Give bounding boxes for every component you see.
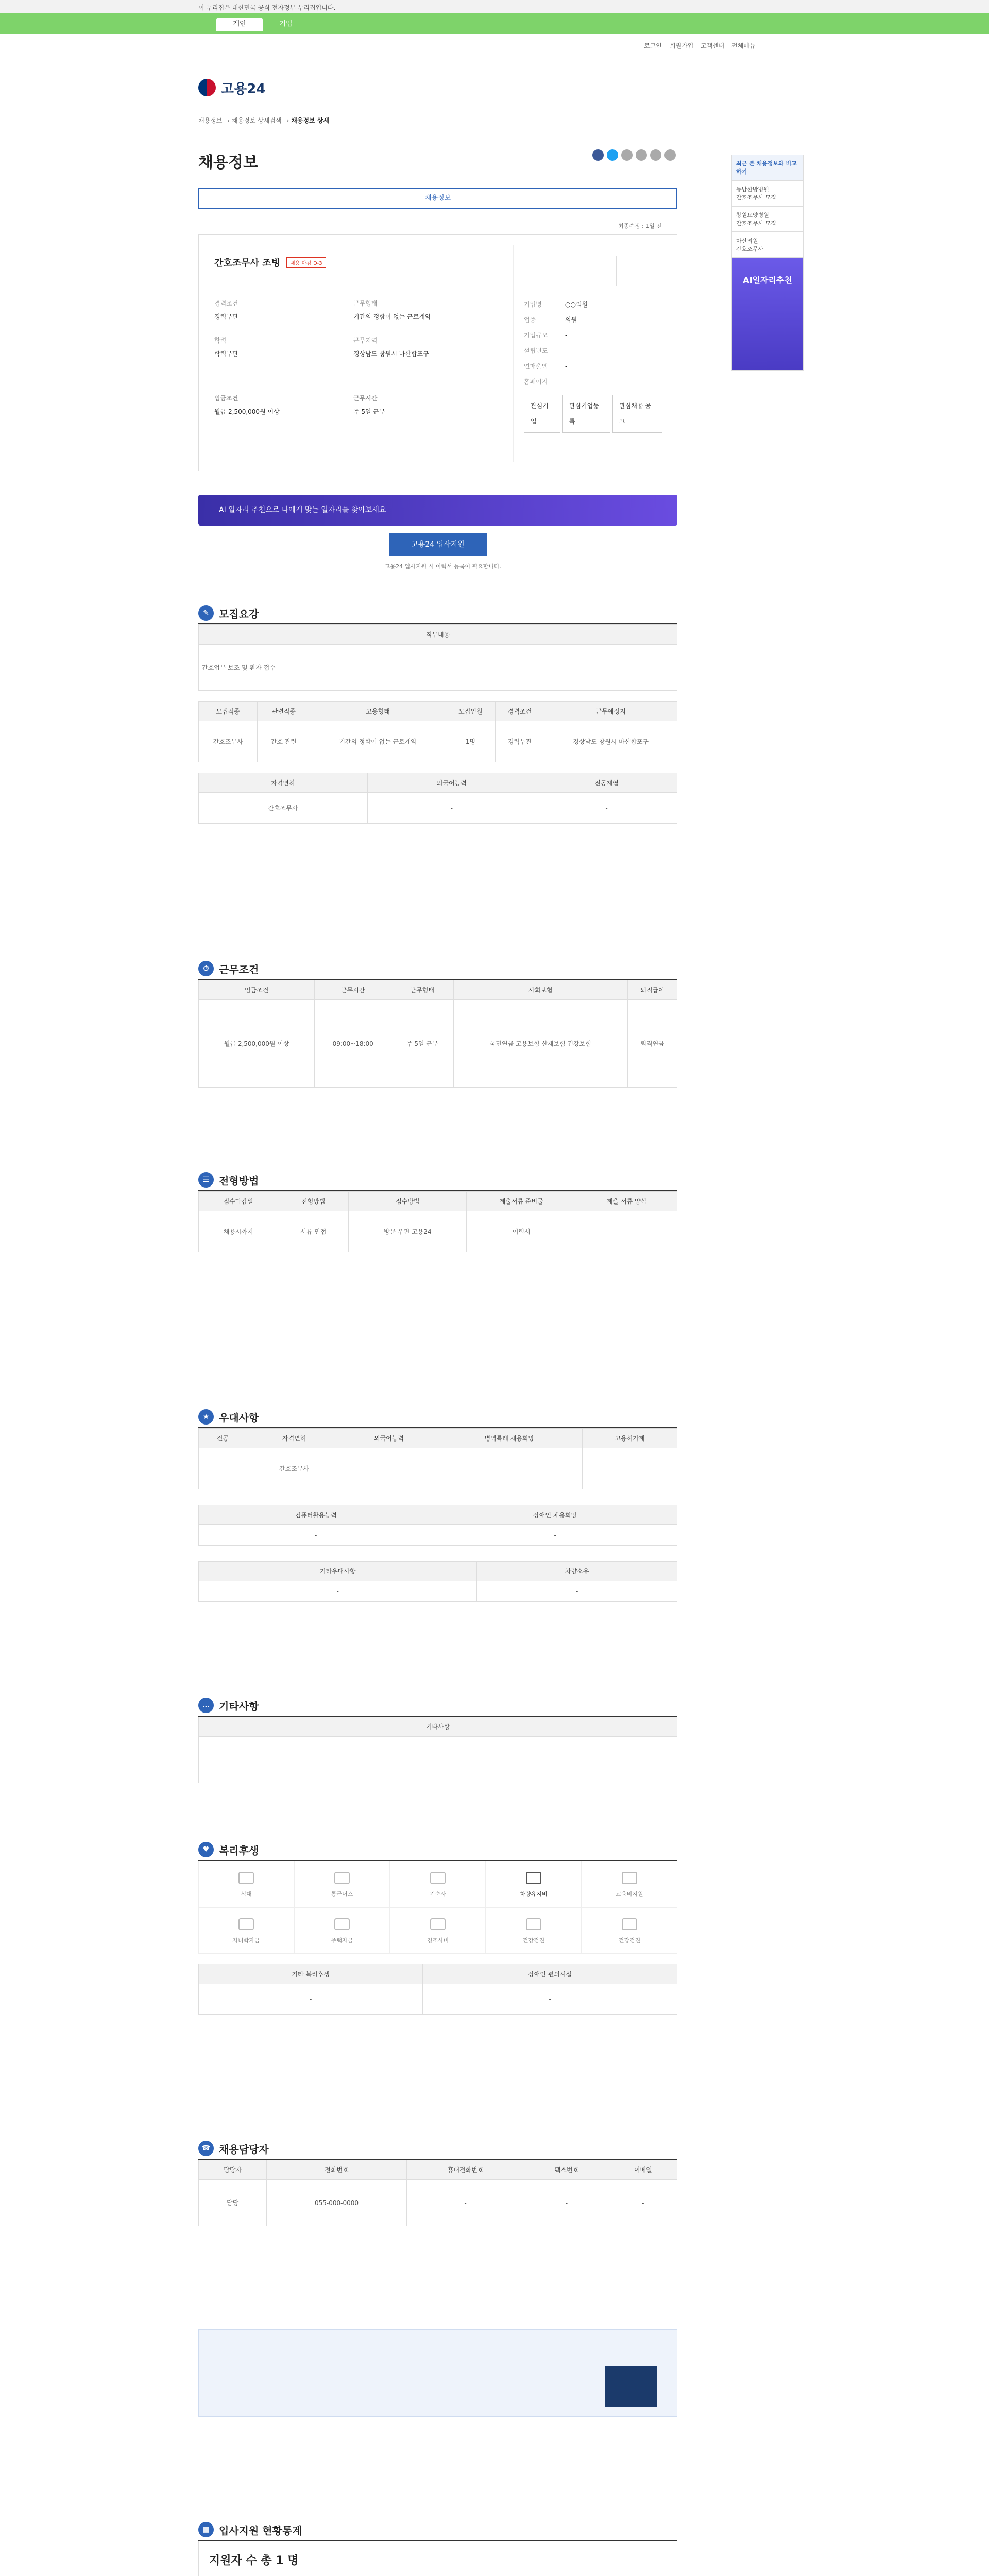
tab-personal[interactable]	[216, 18, 263, 31]
gov-notice-bar	[0, 0, 989, 13]
worktype-label: 근무형태	[353, 300, 378, 307]
banner-text: AI 일자리 추천으로 나에게 맞는 일자리를 찾아보세요	[219, 506, 386, 514]
table-cell: -	[536, 793, 677, 824]
company-row	[524, 312, 662, 328]
interest-company-button[interactable]: 관심기업	[524, 395, 560, 433]
side-item[interactable]	[731, 206, 804, 232]
side-item-name: 마산의원	[736, 238, 758, 244]
welfare-item: 차량유지비	[486, 1861, 582, 1907]
col-header: 기타 복리후생	[199, 1964, 423, 1984]
worktime-label: 근무시간	[353, 395, 378, 402]
wage-value: 월급 2,500,000원 이상	[214, 408, 280, 415]
breadcrumb-item-1[interactable]: 채용정보	[198, 117, 223, 124]
education-icon	[622, 1872, 637, 1884]
table-cell: 간호조무사	[199, 793, 368, 824]
table-cell: 055-000-0000	[267, 2180, 406, 2226]
company-row	[524, 343, 662, 359]
table-cell: 담당	[199, 2180, 267, 2226]
job-summary-card	[198, 234, 677, 471]
career-value: 경력무관	[214, 313, 238, 320]
side-item-job: 간호조무사 모집	[736, 220, 776, 227]
table-cell: 09:00~18:00	[315, 1000, 391, 1088]
table-cell: 방문 우편 고용24	[349, 1211, 467, 1252]
contact-icon: ☎	[198, 2141, 214, 2156]
welfare-item: 건강검진	[486, 1907, 582, 1954]
link-icon[interactable]	[650, 149, 661, 161]
col-header: 팩스번호	[524, 2160, 609, 2180]
section-etc	[198, 1695, 677, 1783]
table-cell: -	[583, 1448, 677, 1489]
tab-personal-label: 개인	[233, 20, 246, 28]
col-header: 전공계열	[536, 773, 677, 793]
job-desc-value: 간호업무 보조 및 환자 접수	[199, 645, 677, 691]
table-cell: -	[367, 793, 536, 824]
page-title: 채용정보	[198, 154, 258, 172]
col-header: 병역특례 채용희망	[436, 1429, 583, 1448]
company-field-value: 의원	[565, 316, 577, 324]
register-interest-button[interactable]: 관심기업등록	[562, 395, 610, 433]
col-header: 전형방법	[278, 1192, 349, 1211]
checkup-icon	[622, 1918, 637, 1930]
side-title: 최근 본 채용정보와 비교하기	[731, 155, 804, 180]
col-header: 고용형태	[310, 702, 446, 721]
deadline-badge: 채용 마감 D-3	[286, 257, 326, 268]
pref-extra-table	[198, 1561, 677, 1602]
table-cell: 간호 관련	[258, 721, 310, 762]
bus-icon	[334, 1872, 350, 1884]
company-logo	[524, 256, 617, 286]
col-header: 접수방법	[349, 1192, 467, 1211]
share-icons	[592, 149, 676, 161]
col-header: 장애인 편의시설	[423, 1964, 677, 1984]
col-header: 근무형태	[391, 980, 453, 1000]
car-icon	[526, 1872, 541, 1884]
col-header: 제출서류 준비물	[467, 1192, 576, 1211]
company-field-value: ○○의원	[565, 301, 588, 308]
col-header: 제출 서류 양식	[576, 1192, 677, 1211]
welfare-item: 자녀학자금	[198, 1907, 294, 1954]
col-header: 컴퓨터활용능력	[199, 1505, 433, 1525]
col-header: 휴대전화번호	[406, 2160, 524, 2180]
table-cell: 간호조무사	[247, 1448, 342, 1489]
welfare-table	[198, 1964, 677, 2015]
company-field-label: 연매출액	[524, 363, 548, 370]
col-header: 담당자	[199, 2160, 267, 2180]
section-recruit	[198, 603, 677, 824]
brand-logo-icon[interactable]	[198, 79, 216, 96]
table-cell: -	[406, 2180, 524, 2226]
dorm-icon	[430, 1872, 446, 1884]
side-item-job: 간호조무사	[736, 246, 764, 252]
table-cell: 경상남도 창원시 마산합포구	[544, 721, 677, 762]
col-header: 근무예정지	[544, 702, 677, 721]
contact-title: 채용담당자	[219, 2143, 269, 2156]
welfare-item: 건강검진	[582, 1907, 677, 1954]
worktime-value: 주 5일 근무	[353, 408, 385, 415]
tab-business-label: 기업	[279, 20, 293, 28]
contact-table	[198, 2160, 677, 2226]
table-cell: -	[199, 1448, 247, 1489]
gift-icon	[430, 1918, 446, 1930]
col-header: 기타사항	[199, 1717, 677, 1737]
table-cell: 간호조무사	[199, 721, 258, 762]
table-cell: 서류 면접	[278, 1211, 349, 1252]
col-header: 고용허가제	[583, 1429, 677, 1448]
ai-recommend-banner[interactable]	[198, 495, 677, 526]
table-cell: -	[477, 1581, 677, 1602]
col-header: 관련직종	[258, 702, 310, 721]
side-compare-panel	[731, 155, 804, 371]
col-header: 모집인원	[446, 702, 495, 721]
table-cell: 채용시까지	[199, 1211, 278, 1252]
company-info	[513, 245, 662, 462]
section-preference	[198, 1406, 677, 1602]
section-process	[198, 1170, 677, 1252]
table-cell: 퇴직연금	[628, 1000, 677, 1088]
company-field-value: -	[565, 363, 568, 370]
section-stats	[198, 2519, 677, 2576]
table-cell: -	[436, 1448, 583, 1489]
summary-mid	[353, 297, 487, 418]
section-contact	[198, 2138, 677, 2417]
process-table	[198, 1191, 677, 1252]
company-row	[524, 328, 662, 343]
util-signup[interactable]: 회원가입	[670, 42, 694, 49]
etc-table	[198, 1717, 677, 1783]
report-button[interactable]	[605, 2366, 657, 2407]
table-cell: -	[524, 2180, 609, 2226]
side-ai-title: AI일자리추천	[743, 275, 792, 285]
work-title: 근무조건	[219, 963, 259, 976]
work-table	[198, 980, 677, 1088]
region-value: 경상남도 창원시 마산합포구	[353, 350, 429, 358]
side-item-name: 동남한방병원	[736, 186, 769, 193]
summary-left	[214, 297, 348, 418]
apply-button[interactable]: 고용24 입사지원	[389, 533, 487, 556]
gov-notice-text: 이 누리집은 대한민국 공식 전자정부 누리집입니다.	[198, 4, 336, 11]
recruit-icon: ✎	[198, 605, 214, 621]
job-title: 간호조무사 조빙	[214, 258, 280, 268]
table-cell: -	[433, 1525, 677, 1546]
process-title: 전형방법	[219, 1174, 259, 1187]
table-cell: 경력무관	[495, 721, 544, 762]
table-cell: -	[342, 1448, 436, 1489]
section-work	[198, 958, 677, 1088]
share-icon[interactable]	[621, 149, 633, 161]
table-cell: -	[609, 2180, 677, 2226]
child-icon	[238, 1918, 254, 1930]
table-cell: -	[199, 1581, 477, 1602]
company-field-label: 업종	[524, 316, 536, 324]
table-cell: -	[199, 1737, 677, 1783]
company-field-label: 기업규모	[524, 332, 548, 339]
mail-icon[interactable]	[636, 149, 647, 161]
side-item[interactable]	[731, 232, 804, 258]
top-tab-bar	[0, 13, 989, 34]
region-label: 근무지역	[353, 337, 378, 344]
applicant-count: 지원자 수 총 1 명	[209, 2554, 299, 2567]
table-cell: 주 5일 근무	[391, 1000, 453, 1088]
company-field-value: -	[565, 332, 568, 339]
health-icon	[526, 1918, 541, 1930]
table-cell: -	[423, 1984, 677, 2015]
print-icon[interactable]	[664, 149, 676, 161]
col-header: 임금조건	[199, 980, 315, 1000]
company-field-label: 설립년도	[524, 347, 548, 354]
stats-box	[198, 2541, 677, 2576]
etc-title: 기타사항	[219, 1700, 259, 1713]
work-icon: ⏱	[198, 961, 214, 976]
job-desc-header: 직무내용	[199, 625, 677, 645]
tab-business[interactable]	[263, 18, 309, 31]
meal-icon	[238, 1872, 254, 1884]
col-header: 경력조건	[495, 702, 544, 721]
col-header: 사회보험	[453, 980, 628, 1000]
pref-title: 우대사항	[219, 1411, 259, 1424]
col-header: 근무시간	[315, 980, 391, 1000]
col-header: 장애인 채용희망	[433, 1505, 677, 1525]
util-login[interactable]: 로그인	[644, 42, 662, 49]
apply-note: 고용24 입사지원 시 이력서 등록이 필요합니다.	[384, 563, 502, 570]
etc-icon: …	[198, 1698, 214, 1713]
house-icon	[334, 1918, 350, 1930]
stats-icon: ▦	[198, 2522, 214, 2537]
stats-title: 입사지원 현황통계	[219, 2524, 302, 2537]
breadcrumb-item-2[interactable]: 채용정보 상세검색	[232, 117, 282, 124]
welfare-title: 복리후생	[219, 1844, 259, 1857]
company-field-value: -	[565, 378, 568, 385]
facebook-icon[interactable]	[592, 149, 604, 161]
welfare-item: 주택자금	[294, 1907, 390, 1954]
brand-name[interactable]: 고용24	[221, 81, 266, 97]
col-header: 접수마감일	[199, 1192, 278, 1211]
side-item[interactable]	[731, 180, 804, 206]
col-header: 자격면허	[199, 773, 368, 793]
col-header: 퇴직급여	[628, 980, 677, 1000]
col-header: 자격면허	[247, 1429, 342, 1448]
breadcrumb: 채용정보 › 채용정보 상세검색 › 채용정보 상세	[198, 117, 329, 124]
pref-table	[198, 1428, 677, 1489]
col-header: 외국어능력	[342, 1429, 436, 1448]
table-cell: 1명	[446, 721, 495, 762]
table-cell: 국민연금 고용보험 산재보험 건강보험	[453, 1000, 628, 1088]
col-header: 전공	[199, 1429, 247, 1448]
welfare-item: 기숙사	[390, 1861, 486, 1907]
company-field-value: -	[565, 347, 568, 354]
side-item-name: 창원요양병원	[736, 212, 769, 218]
worktype-value: 기간의 정함이 없는 근로계약	[353, 313, 431, 320]
table-cell: -	[576, 1211, 677, 1252]
company-row	[524, 374, 662, 389]
col-header: 모집직종	[199, 702, 258, 721]
company-field-label: 홈페이지	[524, 378, 548, 385]
site-header	[198, 67, 791, 108]
table-cell: -	[199, 1984, 423, 2015]
table-cell: 기간의 정함이 없는 근로계약	[310, 721, 446, 762]
col-header: 이메일	[609, 2160, 677, 2180]
preference-icon: ★	[198, 1409, 214, 1425]
table-cell: 이력서	[467, 1211, 576, 1252]
welfare-item: 경조사비	[390, 1907, 486, 1954]
career-label: 경력조건	[214, 300, 238, 307]
util-all-menu[interactable]: 전체메뉴	[731, 42, 756, 49]
col-header: 외국어능력	[367, 773, 536, 793]
report-box	[198, 2329, 677, 2417]
welfare-item: 교육비지원	[582, 1861, 677, 1907]
pref-sub-table	[198, 1505, 677, 1546]
welfare-item: 식대	[198, 1861, 294, 1907]
tab-job-info-label: 채용정보	[424, 194, 451, 202]
recruit-title: 모집요강	[219, 607, 259, 620]
edu-value: 학력무관	[214, 350, 238, 358]
section-welfare	[198, 1839, 677, 2015]
col-header: 기타우대사항	[199, 1562, 477, 1581]
welfare-grid	[198, 1861, 677, 1954]
edu-label: 학력	[214, 337, 227, 344]
wage-label: 임금조건	[214, 395, 238, 402]
breadcrumb-item-3: 채용정보 상세	[291, 117, 329, 124]
company-field-label: 기업명	[524, 301, 542, 308]
welfare-icon: ♥	[198, 1842, 214, 1857]
tab-job-info[interactable]	[198, 188, 677, 209]
interest-job-button[interactable]: 관심채용 공고	[612, 395, 662, 433]
process-icon: ☰	[198, 1172, 214, 1188]
recruit-table	[198, 701, 677, 762]
side-item-job: 간호조무사 모집	[736, 194, 776, 201]
last-updated: 최종수정 : 1일 전	[618, 223, 662, 229]
side-ai-banner[interactable]	[731, 258, 804, 371]
col-header: 차량소유	[477, 1562, 677, 1581]
welfare-item: 통근버스	[294, 1861, 390, 1907]
company-row	[524, 297, 662, 312]
col-header: 전화번호	[267, 2160, 406, 2180]
company-row	[524, 359, 662, 374]
table-cell: 월급 2,500,000원 이상	[199, 1000, 315, 1088]
table-cell: -	[199, 1525, 433, 1546]
util-help[interactable]: 고객센터	[701, 42, 725, 49]
license-table	[198, 773, 677, 824]
twitter-icon[interactable]	[607, 149, 618, 161]
